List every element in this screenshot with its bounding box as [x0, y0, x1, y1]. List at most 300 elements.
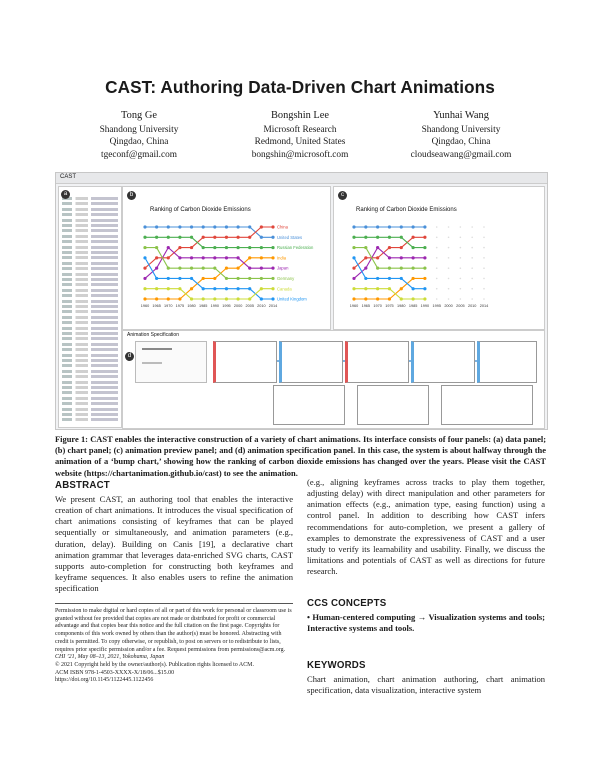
data-row[interactable] — [62, 256, 118, 259]
data-point[interactable] — [388, 267, 391, 270]
data-point[interactable] — [364, 225, 367, 228]
data-point[interactable] — [352, 256, 355, 259]
data-point[interactable] — [352, 246, 355, 249]
ccs-heading: CCS CONCEPTS — [307, 598, 387, 609]
bump-chart-preview — [334, 187, 544, 329]
grid-dot — [483, 247, 485, 249]
data-point[interactable] — [202, 256, 205, 259]
data-row[interactable] — [62, 240, 118, 243]
data-point[interactable] — [364, 267, 367, 270]
data-point[interactable] — [178, 246, 181, 249]
x-tick-label: 1960 — [349, 304, 359, 308]
x-tick-label: 1985 — [198, 304, 208, 308]
data-point[interactable] — [213, 256, 216, 259]
data-row[interactable] — [62, 283, 118, 286]
x-tick-label: 2000 — [444, 304, 453, 308]
panel-badge: a — [61, 190, 70, 199]
data-row[interactable] — [62, 354, 118, 357]
data-row[interactable] — [62, 402, 118, 405]
keyframe[interactable] — [441, 385, 533, 425]
keyframe[interactable] — [345, 341, 409, 383]
grid-dot — [460, 267, 462, 269]
grid-dot — [483, 257, 485, 259]
data-point[interactable] — [155, 256, 158, 259]
data-point[interactable] — [167, 246, 170, 249]
data-point[interactable] — [190, 267, 193, 270]
x-tick-label: 1995 — [432, 304, 441, 308]
data-point[interactable] — [364, 287, 367, 290]
data-point[interactable] — [248, 225, 251, 228]
data-point[interactable] — [202, 297, 205, 300]
data-point[interactable] — [155, 246, 158, 249]
data-point[interactable] — [225, 297, 228, 300]
data-point[interactable] — [190, 256, 193, 259]
data-panel — [58, 186, 122, 428]
data-point[interactable] — [260, 246, 263, 249]
author-location: Qingdao, China — [431, 137, 491, 148]
x-tick-label: 1965 — [361, 304, 371, 308]
author-name: Tong Ge — [121, 110, 157, 121]
data-point[interactable] — [190, 246, 193, 249]
data-point[interactable] — [364, 246, 367, 249]
data-point[interactable] — [213, 225, 216, 228]
data-point[interactable] — [260, 225, 263, 228]
x-tick-label: 2014 — [268, 304, 278, 308]
abstract-text-continued: (e.g., aligning keyframes across tracks to play them together, adjusting delay) with direct manipulation and other parameters for animation effects (e.g., animation type, easing function) using a control panel. In addition to describing how CAST infers recommendations for auto-completion, we present a gallery of examples to demonstrate the expressiveness of CAST and a user study to verify its learnability and usability. Finally, we discuss the limitations and potentials of CAST as well as directions for future research. — [307, 477, 545, 577]
series-label: China — [277, 224, 288, 230]
data-point[interactable] — [423, 267, 426, 270]
figure-caption: Figure 1: CAST enables the interactive construction of a variety of chart animations. Its interface consists of four panels: (a) data panel; (b) chart panel; (c) animation preview panel; and (d) animation specification panel. In this case, the system is about halfway through the animation of a ‘bump chart,’ showing how the ranking of carbon dioxide emissions has changed over the years. Please visit the CAST website (https://chartanimation.github.io/cast) to see the animation. — [55, 434, 546, 478]
data-point[interactable] — [271, 256, 274, 259]
grid-dot — [436, 226, 438, 228]
x-tick-label: 2005 — [456, 304, 465, 308]
x-tick-label: 1990 — [210, 304, 220, 308]
animation-spec-panel — [122, 330, 545, 429]
data-point[interactable] — [376, 267, 379, 270]
grid-dot — [483, 236, 485, 238]
series-label: Germany — [277, 276, 295, 282]
data-row[interactable] — [62, 332, 118, 335]
chart-title: Ranking of Carbon Dioxide Emissions — [356, 207, 457, 213]
data-row[interactable] — [62, 251, 118, 254]
series-line — [354, 248, 425, 279]
data-point[interactable] — [143, 297, 146, 300]
author-affiliation: Shandong University — [421, 124, 501, 135]
keyframe[interactable] — [273, 385, 345, 425]
venue: CHI ’21, May 08–13, 2021, Yokohama, Japan — [55, 654, 165, 661]
data-point[interactable] — [400, 297, 403, 300]
series-line — [354, 237, 425, 268]
data-row[interactable] — [62, 300, 118, 303]
data-point[interactable] — [236, 225, 239, 228]
data-point[interactable] — [178, 267, 181, 270]
isbn: ACM ISBN 978-1-4503-XXXX-X/18/06...$15.00 — [55, 669, 175, 676]
grid-dot — [448, 226, 450, 228]
data-point[interactable] — [155, 225, 158, 228]
data-row[interactable] — [62, 229, 118, 232]
data-row[interactable] — [62, 327, 118, 330]
data-point[interactable] — [178, 297, 181, 300]
data-point[interactable] — [271, 297, 274, 300]
keyframe[interactable] — [411, 341, 475, 383]
data-point[interactable] — [155, 267, 158, 270]
data-point[interactable] — [271, 246, 274, 249]
grid-dot — [460, 288, 462, 290]
data-point[interactable] — [388, 246, 391, 249]
data-point[interactable] — [167, 277, 170, 280]
data-row[interactable] — [62, 386, 118, 389]
x-tick-label: 1985 — [408, 304, 418, 308]
permission-text: Permission to make digital or hard copies of all or part of this work for personal or classroom use is granted without fee provided that copies are not made or distributed for profit or commercial advantage and that copies bear this notice and the full citation on the first page. Copyrights for components of this work owned by others than the author(s) must be honored. Abstracting with credit is permitted. To copy otherwise, or republish, to post on servers or to redistribute to lists, requires prior specific permission and/or a fee. Request permissions from permissions@acm.org. — [55, 608, 292, 653]
data-point[interactable] — [178, 277, 181, 280]
data-point[interactable] — [225, 256, 228, 259]
data-point[interactable] — [190, 297, 193, 300]
data-point[interactable] — [411, 297, 414, 300]
grid-dot — [483, 267, 485, 269]
data-point[interactable] — [190, 236, 193, 239]
grid-dot — [471, 288, 473, 290]
chart-title: Ranking of Carbon Dioxide Emissions — [150, 207, 251, 213]
data-row[interactable] — [62, 289, 118, 292]
data-row[interactable] — [62, 348, 118, 351]
grid-dot — [460, 298, 462, 300]
data-point[interactable] — [143, 246, 146, 249]
data-point[interactable] — [411, 246, 414, 249]
data-point[interactable] — [400, 225, 403, 228]
data-row[interactable] — [62, 343, 118, 346]
data-point[interactable] — [225, 267, 228, 270]
data-point[interactable] — [411, 236, 414, 239]
data-point[interactable] — [388, 287, 391, 290]
data-point[interactable] — [236, 246, 239, 249]
data-point[interactable] — [376, 246, 379, 249]
grid-dot — [448, 257, 450, 259]
series-line — [145, 248, 273, 279]
data-point[interactable] — [202, 236, 205, 239]
data-point[interactable] — [364, 256, 367, 259]
x-tick-label: 1965 — [152, 304, 161, 308]
grid-dot — [448, 267, 450, 269]
grid-dot — [483, 288, 485, 290]
bump-chart — [123, 187, 330, 329]
author-block — [371, 110, 551, 161]
data-point[interactable] — [423, 225, 426, 228]
data-point[interactable] — [352, 225, 355, 228]
grid-dot — [436, 267, 438, 269]
data-row[interactable] — [62, 391, 118, 394]
data-point[interactable] — [248, 267, 251, 270]
grid-dot — [471, 226, 473, 228]
data-point[interactable] — [271, 287, 274, 290]
data-point[interactable] — [352, 277, 355, 280]
paper-title: CAST: Authoring Data-Driven Chart Animations — [105, 77, 495, 97]
author-block — [210, 110, 390, 161]
data-point[interactable] — [376, 297, 379, 300]
grid-dot — [436, 247, 438, 249]
series-label: Canada — [277, 286, 292, 292]
data-row[interactable] — [62, 262, 118, 265]
data-point[interactable] — [213, 236, 216, 239]
series-line — [145, 227, 273, 237]
data-point[interactable] — [352, 236, 355, 239]
data-point[interactable] — [236, 297, 239, 300]
data-point[interactable] — [155, 287, 158, 290]
grid-dot — [436, 236, 438, 238]
data-point[interactable] — [143, 267, 146, 270]
data-row[interactable] — [62, 213, 118, 216]
data-point[interactable] — [225, 246, 228, 249]
data-point[interactable] — [178, 287, 181, 290]
panel-badge: b — [127, 191, 136, 200]
data-point[interactable] — [400, 246, 403, 249]
x-tick-label: 1995 — [222, 304, 231, 308]
data-row[interactable] — [62, 294, 118, 297]
data-point[interactable] — [202, 246, 205, 249]
data-point[interactable] — [423, 297, 426, 300]
data-point[interactable] — [423, 277, 426, 280]
data-point[interactable] — [260, 267, 263, 270]
grid-dot — [460, 278, 462, 280]
data-point[interactable] — [143, 287, 146, 290]
data-point[interactable] — [143, 277, 146, 280]
data-point[interactable] — [376, 236, 379, 239]
data-row[interactable] — [62, 267, 118, 270]
keyframe[interactable] — [357, 385, 429, 425]
x-tick-label: 2010 — [257, 304, 266, 308]
data-point[interactable] — [236, 267, 239, 270]
data-point[interactable] — [202, 277, 205, 280]
data-point[interactable] — [423, 287, 426, 290]
data-point[interactable] — [400, 277, 403, 280]
data-point[interactable] — [178, 236, 181, 239]
data-point[interactable] — [271, 267, 274, 270]
grid-dot — [460, 257, 462, 259]
data-point[interactable] — [260, 297, 263, 300]
x-tick-label: 1970 — [373, 304, 382, 308]
data-point[interactable] — [352, 287, 355, 290]
data-point[interactable] — [352, 297, 355, 300]
data-point[interactable] — [225, 236, 228, 239]
author-email[interactable]: cloudseawang@gmail.com — [410, 149, 512, 160]
data-row[interactable] — [62, 305, 118, 308]
data-point[interactable] — [400, 256, 403, 259]
data-point[interactable] — [411, 267, 414, 270]
data-point[interactable] — [411, 277, 414, 280]
grid-dot — [471, 267, 473, 269]
animation-preview-panel — [333, 186, 545, 330]
data-point[interactable] — [248, 287, 251, 290]
author-location: Qingdao, China — [109, 137, 169, 148]
data-row[interactable] — [62, 321, 118, 324]
keyframe-track[interactable] — [213, 341, 533, 381]
data-row[interactable] — [62, 219, 118, 222]
data-point[interactable] — [260, 236, 263, 239]
grid-dot — [436, 278, 438, 280]
spec-panel-title: Animation Specification — [127, 332, 179, 338]
grid-dot — [448, 247, 450, 249]
data-point[interactable] — [143, 236, 146, 239]
data-point[interactable] — [364, 297, 367, 300]
doi-link[interactable]: https://doi.org/10.1145/1122445.1122456 — [55, 677, 154, 684]
data-row[interactable] — [62, 364, 118, 367]
x-tick-label: 1975 — [385, 304, 394, 308]
data-point[interactable] — [271, 236, 274, 239]
data-row[interactable] — [62, 413, 118, 416]
data-point[interactable] — [400, 267, 403, 270]
data-point[interactable] — [248, 246, 251, 249]
data-point[interactable] — [225, 287, 228, 290]
series-line — [145, 289, 273, 299]
data-point[interactable] — [423, 236, 426, 239]
grid-dot — [460, 236, 462, 238]
grid-dot — [471, 236, 473, 238]
series-label: United Kingdom — [277, 296, 307, 302]
data-point[interactable] — [352, 267, 355, 270]
data-row[interactable] — [62, 316, 118, 319]
data-point[interactable] — [411, 225, 414, 228]
data-point[interactable] — [167, 297, 170, 300]
data-point[interactable] — [190, 287, 193, 290]
x-tick-label: 1975 — [175, 304, 185, 308]
data-point[interactable] — [388, 256, 391, 259]
data-point[interactable] — [202, 267, 205, 270]
data-point[interactable] — [364, 236, 367, 239]
keyframe-thumbnail[interactable] — [135, 341, 207, 383]
grid-dot — [471, 298, 473, 300]
data-point[interactable] — [248, 297, 251, 300]
data-row[interactable] — [62, 208, 118, 211]
grid-dot — [471, 257, 473, 259]
data-point[interactable] — [225, 225, 228, 228]
data-point[interactable] — [213, 287, 216, 290]
data-point[interactable] — [364, 277, 367, 280]
data-row[interactable] — [62, 246, 118, 249]
data-point[interactable] — [143, 256, 146, 259]
data-point[interactable] — [376, 277, 379, 280]
data-point[interactable] — [388, 277, 391, 280]
data-point[interactable] — [411, 256, 414, 259]
author-affiliation: Microsoft Research — [263, 124, 337, 135]
data-point[interactable] — [248, 256, 251, 259]
data-point[interactable] — [236, 287, 239, 290]
series-line — [145, 248, 273, 279]
data-point[interactable] — [202, 287, 205, 290]
grid-dot — [436, 288, 438, 290]
author-email[interactable]: tgeconf@gmail.com — [101, 149, 177, 160]
data-point[interactable] — [423, 256, 426, 259]
data-point[interactable] — [178, 256, 181, 259]
x-tick-label: 2010 — [467, 304, 477, 308]
data-point[interactable] — [388, 225, 391, 228]
data-point[interactable] — [143, 225, 146, 228]
grid-dot — [460, 247, 462, 249]
data-point[interactable] — [202, 225, 205, 228]
data-point[interactable] — [167, 256, 170, 259]
x-tick-label: 1990 — [420, 304, 430, 308]
data-row[interactable] — [62, 224, 118, 227]
data-point[interactable] — [155, 236, 158, 239]
data-point[interactable] — [167, 267, 170, 270]
data-point[interactable] — [376, 256, 379, 259]
data-point[interactable] — [236, 256, 239, 259]
data-point[interactable] — [190, 225, 193, 228]
data-point[interactable] — [167, 287, 170, 290]
author-email[interactable]: bongshin@microsoft.com — [251, 149, 349, 160]
data-point[interactable] — [388, 297, 391, 300]
data-point[interactable] — [167, 225, 170, 228]
data-row[interactable] — [62, 359, 118, 362]
data-point[interactable] — [155, 277, 158, 280]
data-row[interactable] — [62, 273, 118, 276]
data-point[interactable] — [376, 225, 379, 228]
data-row[interactable] — [62, 337, 118, 340]
data-point[interactable] — [190, 277, 193, 280]
data-point[interactable] — [388, 236, 391, 239]
data-point[interactable] — [167, 236, 170, 239]
data-row[interactable] — [62, 310, 118, 313]
data-row[interactable] — [62, 202, 118, 205]
data-point[interactable] — [213, 297, 216, 300]
data-row[interactable] — [62, 370, 118, 373]
abstract-heading: ABSTRACT — [55, 480, 110, 491]
data-row[interactable] — [62, 197, 118, 200]
data-row[interactable] — [62, 381, 118, 384]
data-point[interactable] — [155, 297, 158, 300]
keyframe[interactable] — [279, 341, 343, 383]
data-point[interactable] — [400, 236, 403, 239]
grid-dot — [483, 226, 485, 228]
data-point[interactable] — [248, 236, 251, 239]
data-point[interactable] — [411, 287, 414, 290]
panel-badge: c — [338, 191, 347, 200]
data-point[interactable] — [376, 287, 379, 290]
data-point[interactable] — [271, 225, 274, 228]
keyframe[interactable] — [477, 341, 537, 383]
data-point[interactable] — [213, 267, 216, 270]
data-row[interactable] — [62, 408, 118, 411]
series-line — [145, 237, 273, 247]
grid-dot — [448, 288, 450, 290]
data-row[interactable] — [62, 418, 118, 421]
data-point[interactable] — [178, 225, 181, 228]
author-name: Bongshin Lee — [270, 110, 329, 121]
data-row[interactable] — [62, 278, 118, 281]
figure-cast-interface — [55, 172, 548, 430]
data-point[interactable] — [260, 277, 263, 280]
data-row[interactable] — [62, 235, 118, 238]
data-point[interactable] — [423, 246, 426, 249]
series-line — [354, 258, 425, 289]
data-point[interactable] — [213, 246, 216, 249]
data-point[interactable] — [271, 277, 274, 280]
data-point[interactable] — [213, 277, 216, 280]
ccs-text: • Human-centered computing → Visualization systems and tools; Interactive systems and tools. — [307, 612, 545, 634]
grid-dot — [448, 236, 450, 238]
grid-dot — [483, 298, 485, 300]
keyframe[interactable] — [213, 341, 277, 383]
data-row[interactable] — [62, 397, 118, 400]
data-row[interactable] — [62, 375, 118, 378]
data-point[interactable] — [260, 287, 263, 290]
data-point[interactable] — [236, 236, 239, 239]
data-point[interactable] — [248, 277, 251, 280]
data-point[interactable] — [225, 277, 228, 280]
keywords-heading: KEYWORDS — [307, 660, 366, 671]
data-point[interactable] — [260, 256, 263, 259]
data-point[interactable] — [400, 287, 403, 290]
data-point[interactable] — [236, 277, 239, 280]
grid-dot — [436, 298, 438, 300]
